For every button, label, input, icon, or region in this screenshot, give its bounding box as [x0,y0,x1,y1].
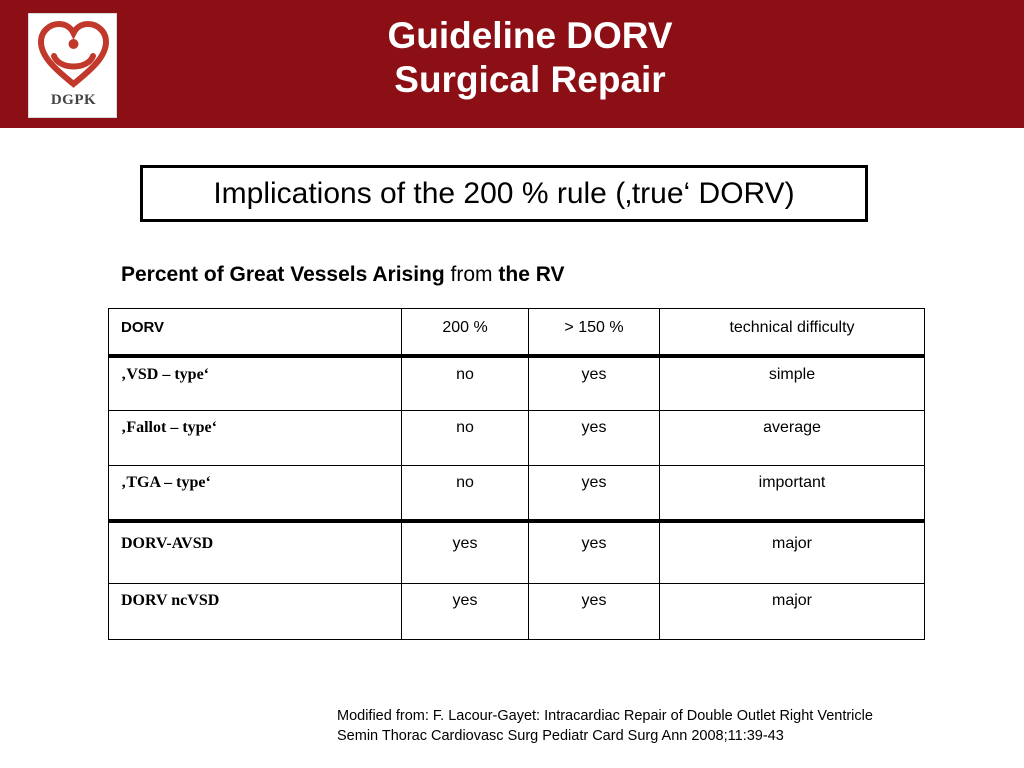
column-header-150: > 150 % [529,309,660,356]
column-header-200: 200 % [402,309,529,356]
subtitle-box: Implications of the 200 % rule (‚true‘ DORV) [140,165,868,222]
table-row [109,356,925,411]
row-200: no [402,466,529,521]
row-label: ‚VSD – type‘ [109,356,402,411]
row-150: yes [529,466,660,521]
table-heading-part1: Percent of Great Vessels Arising [121,263,445,286]
row-label: DORV ncVSD [109,584,402,640]
row-difficulty: major [660,521,925,584]
row-200: no [402,356,529,411]
row-difficulty: average [660,411,925,466]
column-header-dorv: DORV [109,309,402,356]
row-200: yes [402,584,529,640]
row-difficulty: important [660,466,925,521]
title-line-2: Surgical Repair [394,59,666,100]
table-header-row [109,309,925,356]
table-heading [121,263,565,287]
row-difficulty: simple [660,356,925,411]
header-banner [0,0,1024,128]
page-title [300,14,760,102]
heart-logo-icon [29,14,118,94]
row-label: ‚Fallot – type‘ [109,411,402,466]
row-150: yes [529,521,660,584]
citation-line-2: Semin Thorac Cardiovasc Surg Pediatr Card Surg Ann 2008;11:39-43 [337,728,784,744]
row-label: DORV-AVSD [109,521,402,584]
title-line-1: Guideline DORV [387,15,673,56]
dgpk-logo [28,13,117,118]
row-150: yes [529,584,660,640]
row-150: yes [529,411,660,466]
table-row [109,411,925,466]
row-150: yes [529,356,660,411]
row-label: ‚TGA – type‘ [109,466,402,521]
row-200: yes [402,521,529,584]
column-header-difficulty: technical difficulty [660,309,925,356]
row-200: no [402,411,529,466]
table-heading-part3: the RV [498,263,565,286]
citation-line-1: Modified from: F. Lacour-Gayet: Intracardiac Repair of Double Outlet Right Ventricle [337,708,873,724]
table-row [109,521,925,584]
table-heading-part2: from [450,263,493,286]
citation-footer [337,706,873,746]
row-difficulty: major [660,584,925,640]
table-row [109,466,925,521]
logo-text: DGPK [50,92,97,108]
table-row [109,584,925,640]
dorv-table [108,308,925,640]
